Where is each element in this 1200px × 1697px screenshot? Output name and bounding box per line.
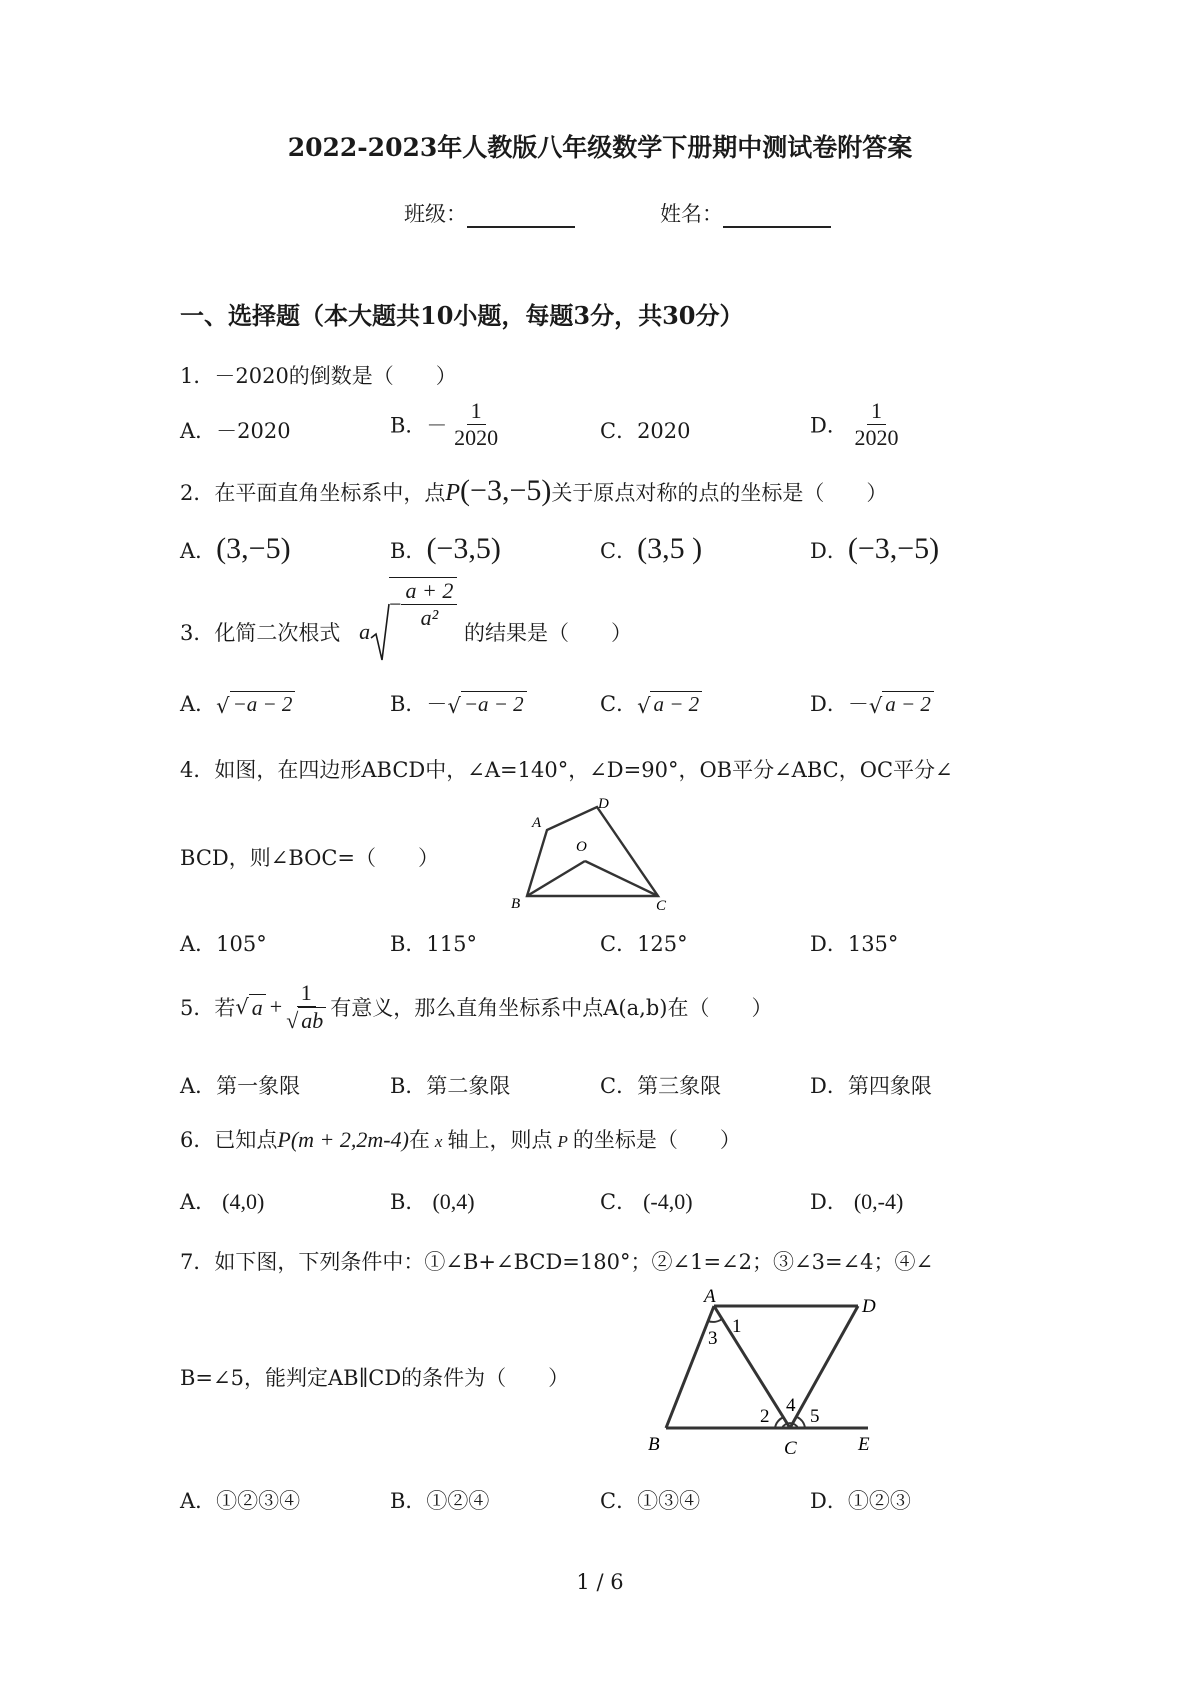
question-7-stem-cont: B=∠5，能判定AB∥CD的条件为（ ） bbox=[180, 1366, 570, 1390]
q1-option-c: C．2020 bbox=[600, 419, 691, 443]
q3-option-c: C．√ a − 2 bbox=[600, 688, 702, 718]
page-title: 2022-2023年人教版八年级数学下册期中测试卷附答案 bbox=[287, 133, 913, 162]
q6-option-b: B． (0,4) bbox=[390, 1189, 475, 1214]
q6-option-c: C． (-4,0) bbox=[600, 1189, 693, 1214]
q2-option-c: C．(3,5 ) bbox=[600, 532, 703, 565]
page-number: 1 / 6 bbox=[576, 1570, 624, 1594]
parallel-lines-figure bbox=[632, 1284, 882, 1464]
figure-label-c: C bbox=[656, 898, 667, 914]
figure-label-d: D bbox=[598, 796, 609, 812]
question-5-stem: 5．若√ a + $\frac{1}{√ ab}$ 有意义，那么直角坐标系中点A(a,b)在（ ） bbox=[180, 980, 773, 1033]
question-3-stem: 3．化简二次根式 a− $\frac{a + 2}{\text{a²}}$ 的结果是（ ） bbox=[180, 602, 632, 662]
class-label: 班级： bbox=[404, 202, 467, 226]
figure-angle-3: 3 bbox=[708, 1328, 718, 1349]
figure-angle-4: 4 bbox=[786, 1395, 796, 1416]
fraction: $\frac{1}{2020}$ bbox=[854, 398, 899, 450]
q5-option-d: D．第四象限 bbox=[810, 1074, 932, 1098]
q4-option-b: B．115° bbox=[390, 932, 478, 956]
question-7-stem: 7．如下图，下列条件中：①∠B+∠BCD=180°；②∠1=∠2；③∠3=∠4；④∠ bbox=[180, 1250, 934, 1274]
question-4-stem: 4．如图，在四边形ABCD中，∠A=140°，∠D=90°，OB平分∠ABC，OC平分∠ bbox=[180, 758, 953, 782]
name-blank[interactable] bbox=[723, 204, 831, 228]
q1-option-b: B．－ $\frac{1}{2020}$ bbox=[390, 398, 499, 450]
sqrt-sign-icon bbox=[370, 602, 390, 662]
figure-label-a: A bbox=[532, 815, 542, 831]
q2-option-b: B．(−3,5) bbox=[390, 532, 501, 565]
q4-option-c: C．125° bbox=[600, 932, 688, 956]
q5-option-b: B．第二象限 bbox=[390, 1074, 511, 1098]
figure-label-b: B bbox=[648, 1434, 660, 1455]
q3-option-b: B．－√ −a − 2 bbox=[390, 688, 527, 718]
figure-label-a: A bbox=[704, 1286, 716, 1307]
figure-label-e: E bbox=[858, 1434, 870, 1455]
figure-angle-1: 1 bbox=[732, 1316, 742, 1337]
q4-option-a: A．105° bbox=[180, 932, 267, 956]
q2-option-d: D．(−3,−5) bbox=[810, 532, 940, 565]
q5-option-c: C．第三象限 bbox=[600, 1074, 722, 1098]
q3-option-a: A．√ −a − 2 bbox=[180, 688, 295, 718]
q7-option-b: B．①②④ bbox=[390, 1489, 490, 1513]
section-heading: 一、选择题（本大题共10小题，每题3分，共30分） bbox=[180, 301, 744, 330]
q7-option-a: A．①②③④ bbox=[180, 1489, 301, 1513]
q7-option-d: D．①②③ bbox=[810, 1489, 911, 1513]
quadrilateral-figure bbox=[505, 795, 670, 915]
q6-option-a: A． (4,0) bbox=[180, 1189, 265, 1214]
question-1-stem: 1．－2020的倒数是（ ） bbox=[180, 364, 457, 388]
figure-label-b: B bbox=[511, 896, 521, 912]
question-6-stem: 6．已知点P(m + 2,2m-4)在 x 轴上，则点 P 的坐标是（ ） bbox=[180, 1127, 741, 1152]
q7-option-c: C．①③④ bbox=[600, 1489, 701, 1513]
q5-option-a: A．第一象限 bbox=[180, 1074, 301, 1098]
q4-option-d: D．135° bbox=[810, 932, 899, 956]
figure-label-c: C bbox=[784, 1438, 797, 1459]
figure-label-o: O bbox=[576, 839, 587, 855]
figure-quad-abcd bbox=[527, 807, 658, 896]
figure-angle-2: 2 bbox=[760, 1406, 770, 1427]
figure-line-dc bbox=[790, 1306, 858, 1428]
question-2-stem: 2．在平面直角坐标系中，点P(−3,−5)关于原点对称的点的坐标是（ ） bbox=[180, 474, 888, 507]
figure-line-ac bbox=[714, 1306, 790, 1428]
q2-option-a: A．(3,−5) bbox=[180, 532, 291, 565]
class-blank[interactable] bbox=[467, 204, 575, 228]
question-4-stem-cont: BCD，则∠BOC=（ ） bbox=[180, 846, 440, 870]
figure-angle-arc bbox=[797, 1417, 805, 1428]
q1-option-a: A．－2020 bbox=[180, 419, 291, 443]
figure-angle-5: 5 bbox=[810, 1406, 820, 1427]
fraction: $\frac{1}{2020}$ bbox=[454, 398, 499, 450]
q3-option-d: D．－√ a − 2 bbox=[810, 688, 934, 718]
name-label: 姓名： bbox=[660, 202, 723, 226]
class-field bbox=[404, 198, 575, 228]
q1-option-d: D． $\frac{1}{2020}$ bbox=[810, 398, 899, 450]
q6-option-d: D． (0,-4) bbox=[810, 1189, 904, 1214]
figure-line-ab bbox=[666, 1306, 714, 1428]
figure-label-d: D bbox=[862, 1296, 876, 1317]
name-field bbox=[660, 198, 831, 228]
